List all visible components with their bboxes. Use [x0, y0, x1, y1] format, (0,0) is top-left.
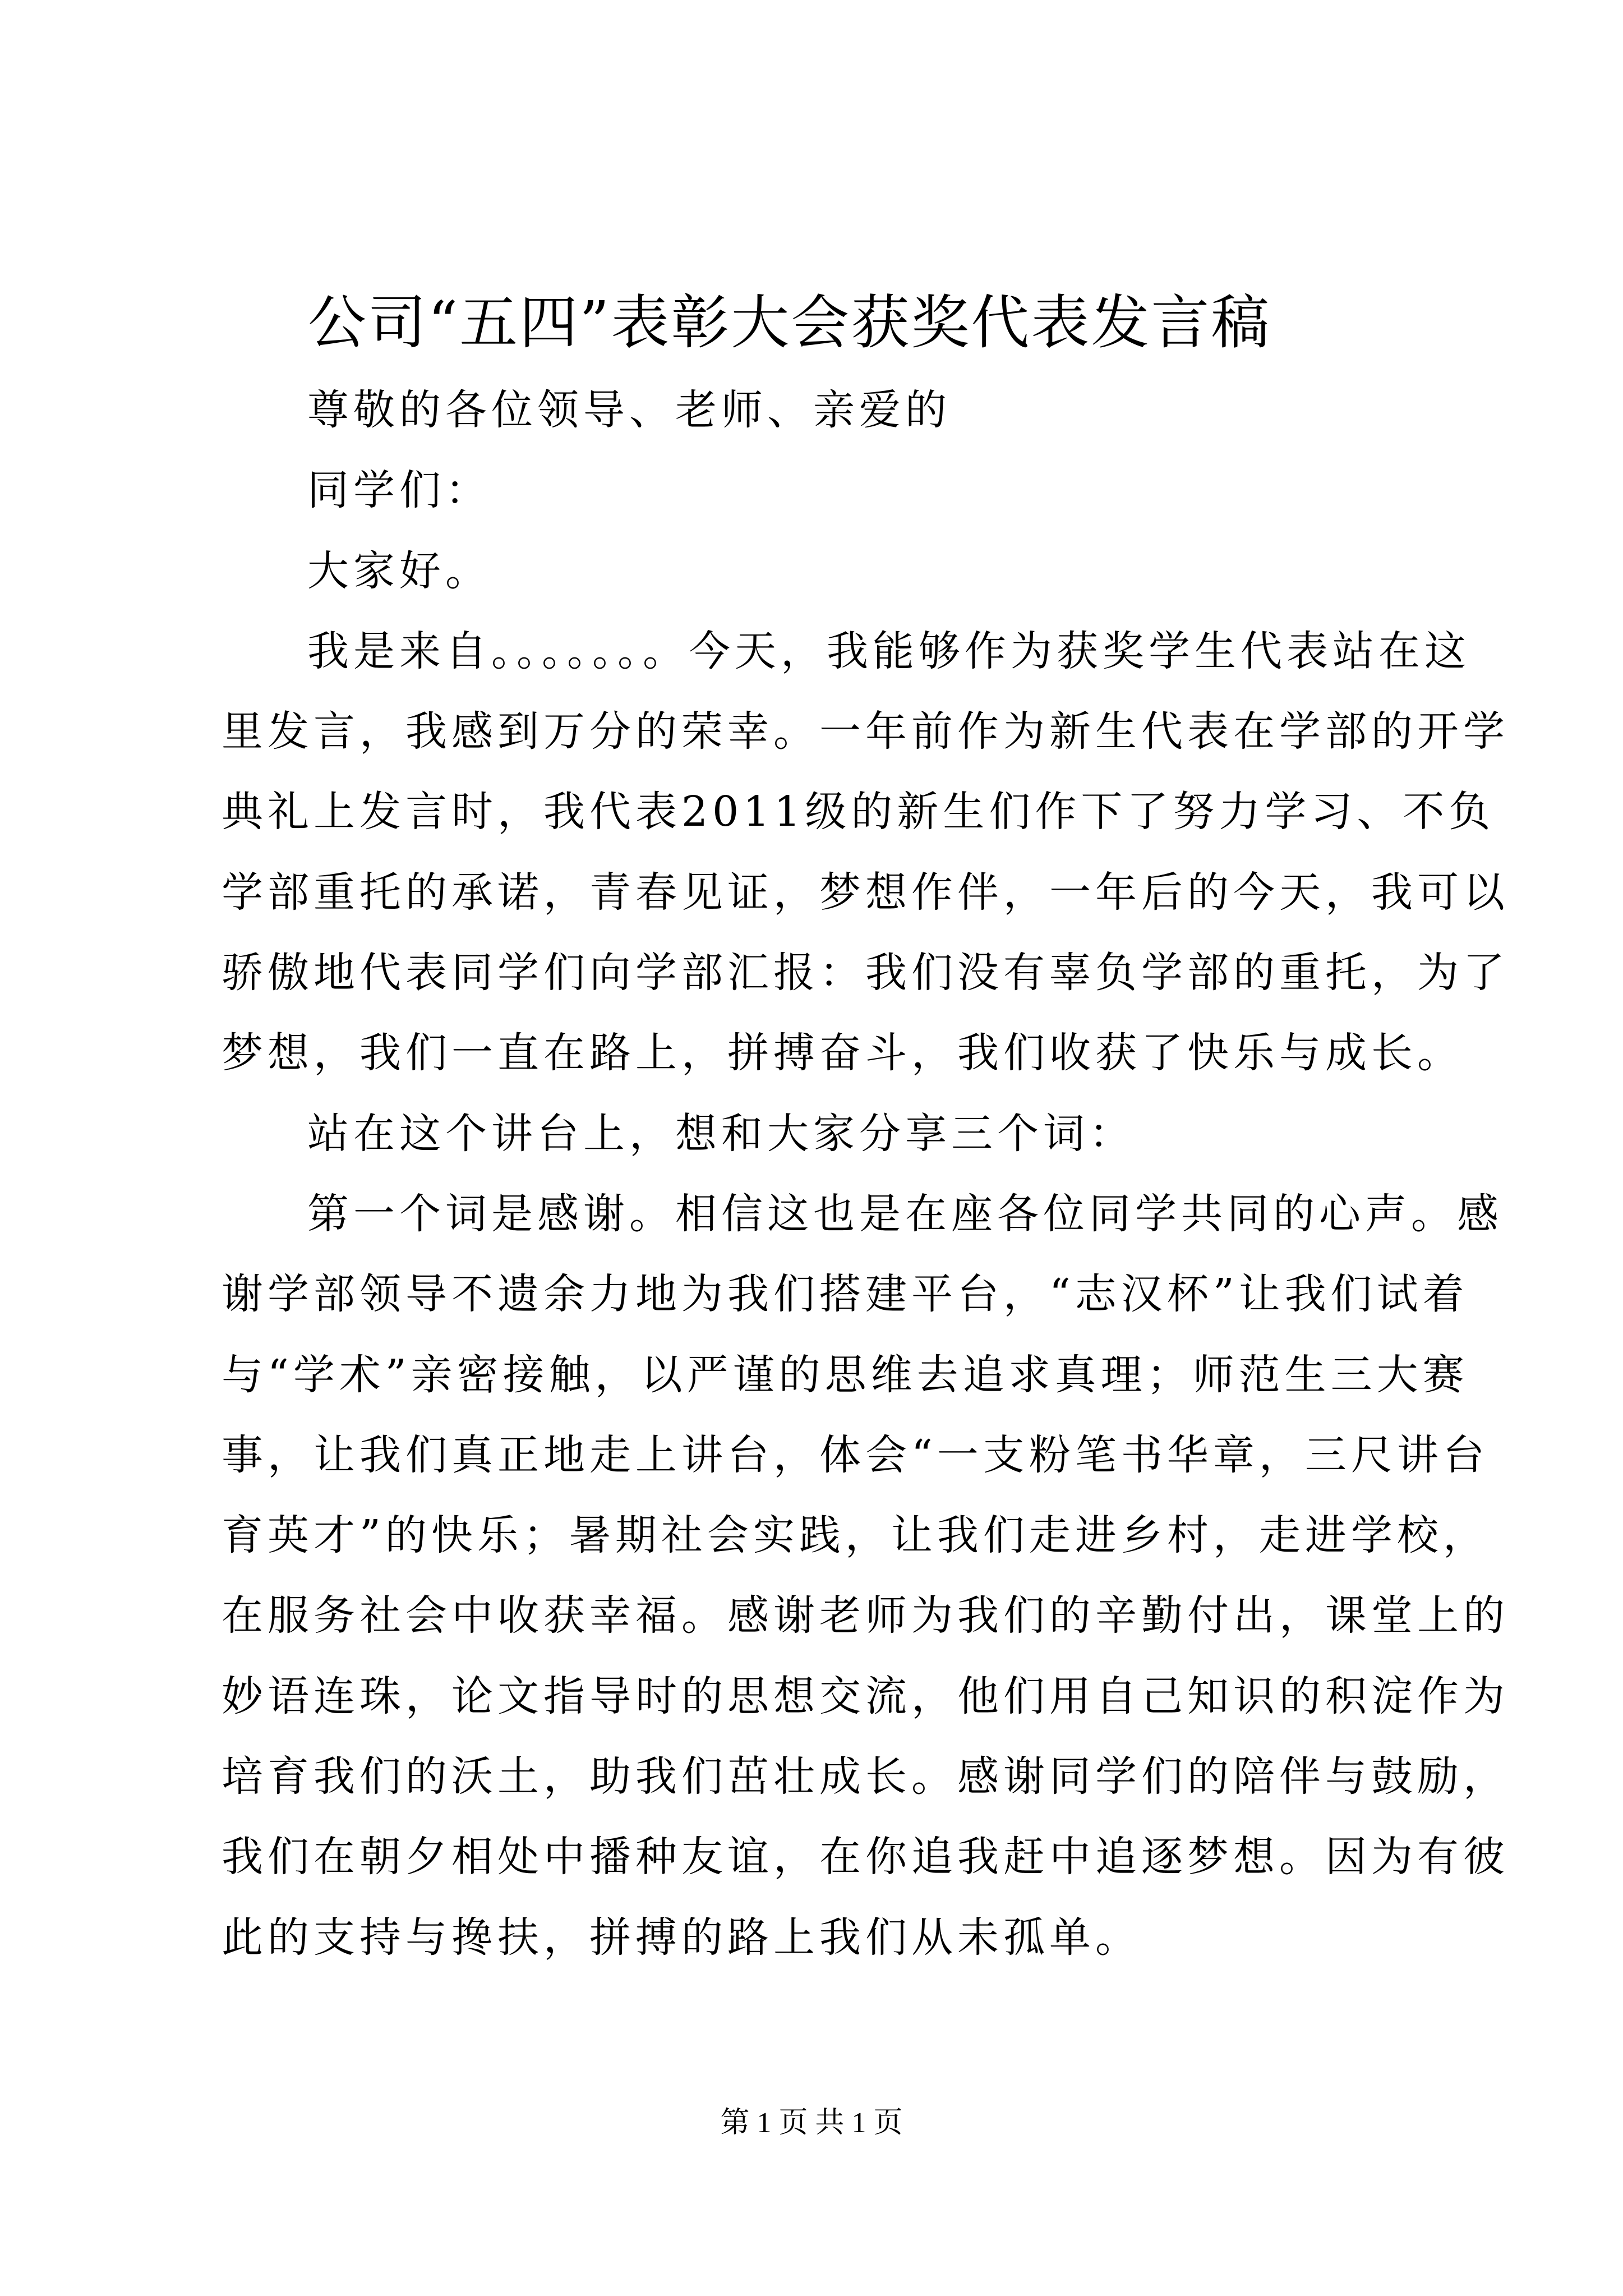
body-line: 梦想，我们一直在路上，拼搏奋斗，我们收获了快乐与成长。	[222, 1029, 1463, 1078]
body-line: 骄傲地代表同学们向学部汇报：我们没有辜负学部的重托，为了	[222, 949, 1509, 997]
body-line: 典礼上发言时，我代表2011级的新生们作下了努力学习、不负	[222, 788, 1495, 836]
body-line: 学部重托的承诺，青春见证，梦想作伴，一年后的今天，我可以	[222, 868, 1509, 917]
body-line: 妙语连珠，论文指导时的思想交流，他们用自己知识的积淀作为	[222, 1672, 1509, 1720]
body-line: 大家好。	[307, 546, 491, 595]
body-line: 此的支持与搀扶，拼搏的路上我们从未孤单。	[222, 1913, 1141, 1962]
body-line: 育英才”的快乐；暑期社会实践，让我们走进乡村，走进学校，	[222, 1511, 1489, 1560]
body-line: 我是来自。。。。。。。今天，我能够作为获奖学生代表站在这	[307, 627, 1470, 675]
body-line: 与“学术”亲密接触，以严谨的思维去追求真理；师范生三大赛	[222, 1350, 1469, 1399]
body-line: 站在这个讲台上，想和大家分享三个词：	[307, 1109, 1135, 1158]
body-line: 第一个词是感谢。相信这也是在座各位同学共同的心声。感	[307, 1189, 1503, 1238]
body-line: 我们在朝夕相处中播种友谊，在你追我赶中追逐梦想。因为有彼	[222, 1833, 1509, 1881]
body-line: 同学们：	[307, 466, 491, 515]
body-line: 谢学部领导不遗余力地为我们搭建平台，“志汉杯”让我们试着	[222, 1270, 1469, 1319]
body-line: 事，让我们真正地走上讲台，体会“一支粉笔书华章，三尺讲台	[222, 1430, 1489, 1479]
document-body	[222, 370, 1509, 1978]
document-title: 公司“五四”表彰大会获奖代表发言稿	[308, 288, 1271, 357]
body-line: 尊敬的各位领导、老师、亲爱的	[307, 386, 951, 434]
page-footer: 第 1 页 共 1 页	[720, 2107, 903, 2139]
body-line: 培育我们的沃土，助我们茁壮成长。感谢同学们的陪伴与鼓励，	[222, 1752, 1509, 1801]
body-line: 里发言，我感到万分的荣幸。一年前作为新生代表在学部的开学	[222, 707, 1509, 756]
body-line: 在服务社会中收获幸福。感谢老师为我们的辛勤付出，课堂上的	[222, 1591, 1509, 1640]
